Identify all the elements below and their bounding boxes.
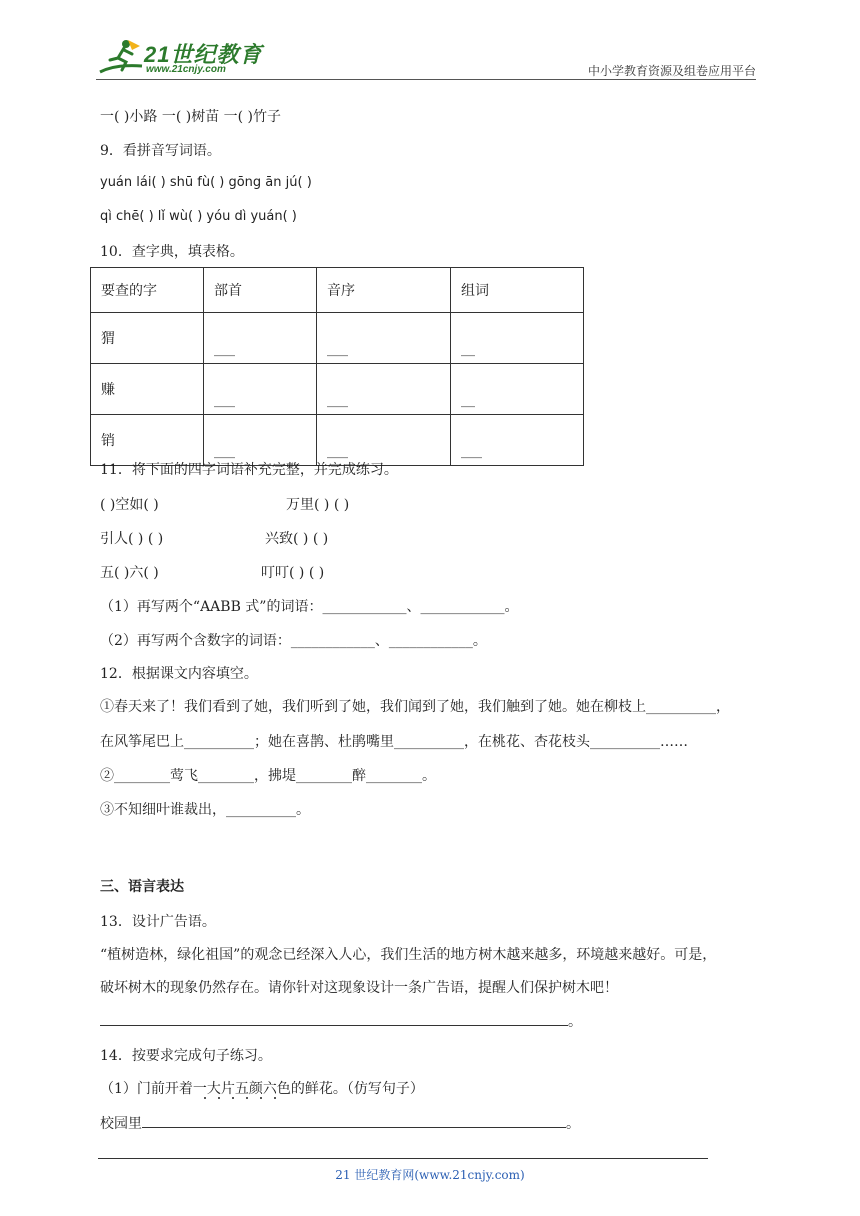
table-cell-char: 猬 <box>91 313 204 364</box>
table-row <box>91 313 584 364</box>
footer-divider <box>98 1158 708 1159</box>
emphasis-dot <box>260 1097 262 1099</box>
q12-passage-1b: 在风筝尾巴上__________；她在喜鹊、杜鹃嘴里__________，在桃花、杏花枝头__________…… <box>100 734 688 750</box>
q9-pinyin-row-1: yuán lái( ) shū fù( ) gōng ān jú( ) <box>100 175 312 190</box>
table-header-cell: 音序 <box>317 268 451 313</box>
q11-sub-1: （1）再写两个“AABB 式”的词语：____________、____________。 <box>100 599 519 615</box>
answer-lead: 校园里 <box>100 1116 142 1132</box>
logo-text: 21世纪教育 <box>144 42 263 67</box>
q9-pinyin-row-2: qì chē( ) lǐ wù( ) yóu dì yuán( ) <box>100 209 297 224</box>
q10-title: 10．查字典，填表格。 <box>100 244 244 260</box>
q13-answer-line[interactable] <box>100 1011 582 1031</box>
q13-title: 13．设计广告语。 <box>100 914 216 930</box>
emphasis-dot <box>204 1097 206 1099</box>
table-cell-blank[interactable]: ___ <box>317 313 451 364</box>
table-cell-blank[interactable]: __ <box>451 364 584 415</box>
q9-title: 9．看拼音写词语。 <box>100 143 221 159</box>
table-cell-blank[interactable]: ___ <box>317 364 451 415</box>
table-cell-blank[interactable]: ___ <box>204 415 317 466</box>
q11-idiom-1b: 万里( ) ( ) <box>286 497 350 513</box>
table-cell-blank[interactable]: ___ <box>451 415 584 466</box>
answer-underline[interactable] <box>142 1113 566 1128</box>
table-header-cell: 要查的字 <box>91 268 204 313</box>
platform-title: 中小学教育资源及组卷应用平台 <box>587 64 756 78</box>
table-header-cell: 组词 <box>451 268 584 313</box>
table-cell-char: 销 <box>91 415 204 466</box>
section-title: 三、语言表达 <box>100 879 184 895</box>
site-logo <box>96 36 263 80</box>
q12-passage-3: ③不知细叶谁裁出，__________。 <box>100 802 310 818</box>
answer-underline[interactable] <box>100 1011 568 1026</box>
q14-sub-1: （1）门前开着一大片五颜六色的鲜花。（仿写句子） <box>100 1081 424 1097</box>
period: 。 <box>566 1116 580 1132</box>
table-row <box>91 415 584 466</box>
table-cell-blank[interactable]: ___ <box>204 313 317 364</box>
period: 。 <box>568 1014 582 1030</box>
header-divider <box>96 79 756 80</box>
q11-idiom-2a: 引人( ) ( ) <box>100 531 164 547</box>
dictionary-table <box>90 267 584 466</box>
table-header-cell: 部首 <box>204 268 317 313</box>
logo-url: www.21cnjy.com <box>146 64 226 75</box>
table-header-row <box>91 268 584 313</box>
q12-passage-2: ②________莺飞________，拂堤________醉________。 <box>100 768 436 784</box>
footer-text[interactable]: 21 世纪教育网(www.21cnjy.com) <box>335 1168 525 1182</box>
q11-idiom-3b: 叮叮( ) ( ) <box>261 565 325 581</box>
table-cell-blank[interactable]: ___ <box>317 415 451 466</box>
q13-paragraph-1: “植树造林，绿化祖国”的观念已经深入人心，我们生活的地方树木越来越多，环境越来越好。可是， <box>100 947 717 963</box>
runner-logo-icon <box>96 36 146 80</box>
emphasis-dot <box>218 1097 220 1099</box>
table-cell-blank[interactable]: __ <box>451 313 584 364</box>
q11-idiom-3a: 五( )六( ) <box>100 565 159 581</box>
q14-answer-line[interactable] <box>100 1113 580 1133</box>
table-row <box>91 364 584 415</box>
table-cell-blank[interactable]: ___ <box>204 364 317 415</box>
q14-title: 14．按要求完成句子练习。 <box>100 1048 272 1064</box>
q11-idiom-2b: 兴致( ) ( ) <box>265 531 329 547</box>
q12-passage-1a: ①春天来了！我们看到了她，我们听到了她，我们闻到了她，我们触到了她。她在柳枝上__________， <box>100 699 730 715</box>
q11-idiom-1a: ( )空如( ) <box>100 497 159 513</box>
q11-sub-2: （2）再写两个含数字的词语：____________、____________。 <box>100 633 487 649</box>
q13-paragraph-2: 破坏树木的现象仍然存在。请你针对这现象设计一条广告语，提醒人们保护树木吧！ <box>100 980 618 996</box>
q12-title: 12．根据课文内容填空。 <box>100 666 258 682</box>
q11-title: 11．将下面的四字词语补充完整，并完成练习。 <box>100 462 398 478</box>
emphasis-dot <box>232 1097 234 1099</box>
emphasis-dot <box>246 1097 248 1099</box>
table-cell-char: 赚 <box>91 364 204 415</box>
q8-measure-words: 一( )小路 一( )树苗 一( )竹子 <box>100 109 282 125</box>
emphasis-dot <box>274 1097 276 1099</box>
